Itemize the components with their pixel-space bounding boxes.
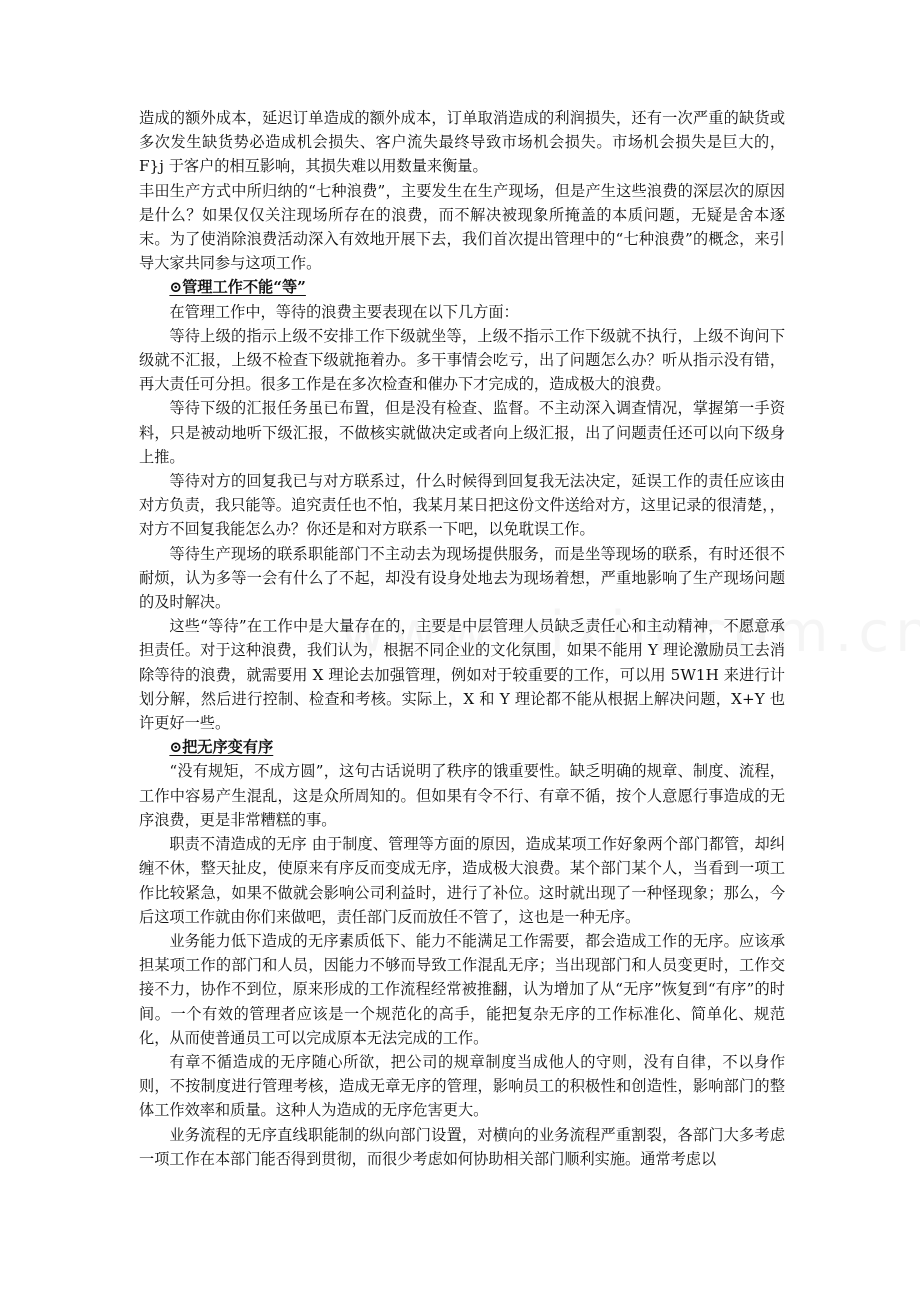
body-paragraph: 等待生产现场的联系职能部门不主动去为现场提供服务，而是坐等现场的联系，有时还很不耐烦，认为多等一会有什么了不起，却没有设身处地去为现场着想，严重地影响了生产现场问题的及时解决。 (139, 544, 785, 612)
body-paragraph: 等待对方的回复我已与对方联系过，什么时候得到回复我无法决定，延误工作的责任应该由对方负责，我只能等。追究责任也不怕，我某月某日把这份文件送给对方，这里记录的很清楚，，对方不回复我能怎么办？你还是和对方联系一下吧，以免耽误工作。 (139, 472, 785, 539)
watermark (340, 600, 920, 665)
body-paragraph: 业务能力低下造成的无序素质低下、能力不能满足工作需要，都会造成工作的无序。应该承担某项工作的部门和人员，因能力不够而导致工作混乱无序；当出现部门和人员变更时，工作交接不力，协作不到位，原来形成的工作流程经常被推翻，认为增加了从“无序”恢复到“有序”的时间。一个有效的管理者应该是一个规范化的高手，能把复杂无序的工作标准化、简单化、规范化，从而使普通员工可以完成原本无法完成的工作。 (139, 931, 785, 1047)
body-paragraph: 这些“等待”在工作中是大量存在的，主要是中层管理人员缺乏责任心和主动精神，不愿意承担责任。对于这种浪费，我们认为，根据不同企业的文化氛围，如果不能用 Y 理论激励员工去消除等待的浪费，就需要用 X 理论去加强管理，例如对于较重要的工作，可以用 5W1H 来进行计划分解，然后进行控制、检查和考核。实际上，X 和 Y 理论都不能从根据上解决问题，X+Y 也许更好一些。 (139, 617, 785, 733)
body-paragraph: 业务流程的无序直线职能制的纵向部门设置，对横向的业务流程严重割裂，各部门大多考虑一项工作在本部门能否得到贯彻，而很少考虑如何协助相关部门顺利实施。通常考虑以 (139, 1125, 785, 1168)
section-heading: ⊙把无序变有序 (169, 738, 274, 757)
body-paragraph: 有章不循造成的无序随心所欲，把公司的规章制度当成他人的守则，没有自律，不以身作则，不按制度进行管理考核，造成无章无序的管理，影响员工的积极性和创造性，影响部门的整体工作效率和质量。这种人为造成的无序危害更大。 (139, 1052, 785, 1120)
body-paragraph: 等待上级的指示上级不安排工作下级就坐等，上级不指示工作下级就不执行，上级不询问下级就不汇报，上级不检查下级就拖着办。多干事情会吃亏，出了问题怎么办？听从指示没有错，再大责任可分担。很多工作是在多次检查和催办下才完成的，造成极大的浪费。 (139, 326, 785, 394)
section-heading: ⊙管理工作不能“等” (169, 278, 306, 297)
body-paragraph: “没有规矩，不成方圆”，这句古话说明了秩序的饿重要性。缺乏明确的规章、制度、流程，工作中容易产生混乱，这是众所周知的。但如果有令不行、有章不循，按个人意愿行事造成的无序浪费，更是非常糟糕的事。 (139, 762, 785, 829)
body-paragraph: 职责不清造成的无序 由于制度、管理等方面的原因，造成某项工作好象两个部门都管，却纠缠不休，整天扯皮，使原来有序反而变成无序，造成极大浪费。某个部门某个人，当看到一项工作比较紧急，如果不做就会影响公司利益时，进行了补位。这时就出现了一种怪现象；那么，今后这项工作就由你们来做吧，责任部门反而放任不管了，这也是一种无序。 (139, 835, 785, 926)
body-paragraph: 造成的额外成本，延迟订单造成的额外成本，订单取消造成的利润损失，还有一次严重的缺货或多次发生缺货势必造成机会损失、客户流失最终导致市场机会损失。市场机会损失是巨大的，F}j 于客户的相互影响，其损失难以用数量来衡量。 (139, 109, 785, 176)
body-paragraph: 等待下级的汇报任务虽已布置，但是没有检查、监督。不主动深入调查情况，掌握第一手资料，只是被动地听下级汇报，不做核实就做决定或者向上级汇报，出了问题责任还可以向下级身上推。 (139, 399, 785, 466)
body-paragraph: 在管理工作中，等待的浪费主要表现在以下几方面： (169, 302, 519, 321)
body-paragraph: 丰田生产方式中所归纳的“七种浪费”，主要发生在生产现场，但是产生这些浪费的深层次的原因是什么？如果仅仅关注现场所存在的浪费，而不解决被现象所掩盖的本质问题，无疑是舍本逐末。为了使消除浪费活动深入有效地开展下去，我们首次提出管理中的“七种浪费”的概念，来引导大家共同参与这项工作。 (139, 181, 785, 273)
